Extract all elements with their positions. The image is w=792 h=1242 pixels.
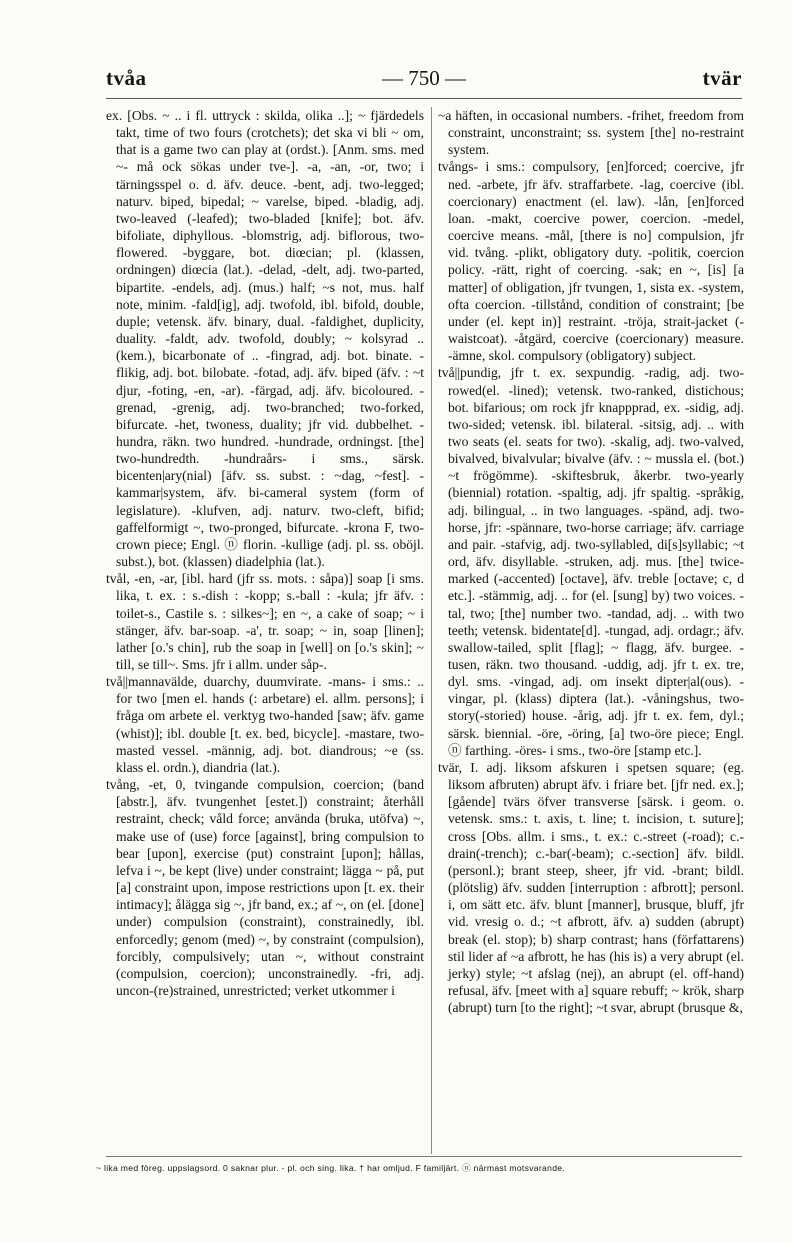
entry-tvapundig: två||pundig, jfr t. ex. sexpundig. -radig, adj. two-rowed(el. -lined); vetensk. two-ranked, distichous; bot. bifarious; om rock jfr knappprad, ex. -sidig, adj. two-sided; vetensk. ibl. bilateral. -sitsig, adj. .. with two seats (el. seats for two). -skalig, adj. two-valved, bivalved, bivalvular; bivalve (äfv. : ~ mussla el. (bot.) ~t frögömme). -skiftesbruk, åkerbr. two-yearly (biennial) rotation. -spaltig, adj. jfr spaltig. -språkig, adj. bilingual, .. in two languages. -spänd, adj. two-horse, jfr: -spännare, two-horse carriage; äfv. carriage and pair. -stafvig, adj. two-syllabled, di[s]syllabic; ~t ord, äfv. disyllable. -struken, adj. mus. [the] twice-marked (-accented) [octave], äfv. treble [octave; c, d etc.]. -stämmig, adj. .. for (el. [sung] by) two voices. -tal, two; [the] number two. -tandad, adj. .. with two teeth; vetensk. bidentate[d]. -tungad, adj. ordagr.; äfv. swallow-tailed, split [flag]; ~ flagg, äfv. burgee. -tusen, räkn. two thousand. -uddig, adj. jfr t. ex. tre, dyl. sms. -vingad, adj. om insekt dipter|al(ous). -vingar, pl. (klass) diptera (lat.). -våningshus, two-story(-storied) house. -årig, adj. jfr t. ex. fem, dyl.; särsk. biennial. -öre, -öring, [a] two-öre piece; Engl. ⓝ farthing. -öres- i sms., two-öre [stamp etc.]. xyxy=(438,365,744,758)
entry-tvaa-continued: ex. [Obs. ~ .. i fl. uttryck : skilda, olika ..]; ~ fjärdedels takt, time of two fours (crotchets); det ska vi bli ~ om, that is a game two can play at (ordst.). [Anm. sms. med ~- må ock sökas under tve-]. -a, -an, -or, two; i tärningsspel o. d. äfv. deuce. -bent, adj. two-legged; naturv. biped, bipedal; ~ varelse, biped. -bladig, adj. two-leaved (-leafed); two-bladed [knife]; bot. äfv. bifoliate, diphyllous. -blomstrig, adj. biflorous, two-flowered. -byggare, bot. diœcian; pl. (klassen, ordningen) diœcia (lat.). -delad, -delt, adj. two-parted, bipartite. -endels, adj. (mus.) half; ~s not, mus. half note, minim. -fald[ig], adj. twofold, ibl. bifold, double, duple; vetensk. äfv. binary, dual. -faldighet, duplicity, duality. -faldt, adv. twofold, doubly; ~ kolsyrad .. (kem.), bicarbonate of .. -fingrad, adj. bot. binate. -flikig, adj. bot. bilobate. -fotad, adj. äfv. biped (äfv. : ~t djur, -foting, -en, -ar). -färgad, adj. äfv. bicoloured. -grenad, -grenig, adj. two-branched; two-forked, bifurcate. -het, twoness, duality; jfr vid. dubbelhet. -hundra, räkn. two hundred. -hundrade, ordningst. [the] two-hundredth. -hundraårs- i sms., särsk. bicenten|ary(nial) [äfv. ss. subst. : ~dag, ~fest]. -kammar|system, äfv. bi-cameral system (form of legislature). -klufven, adj. naturv. two-cleft, bifid; gaffelformigt ~, two-pronged, bifurcate. -krona F, two-crown piece; Engl. ⓝ florin. -kullige (adj. pl. ss. oböjl. subst.), bot. (klassen) diadelphia (lat.). xyxy=(106,108,424,570)
left-guide-word: tvåa xyxy=(106,66,147,90)
page-header xyxy=(106,66,742,96)
entry-tval: tvål, -en, -ar, [ibl. hard (jfr ss. mots. : såpa)] soap [i sms. lika, t. ex. : s.-dish : -kopp; s.-ball : -kula; jfr äfv. : toilet-s., Castile s. : silkes~]; en ~, a cake of soap; ~ i stänger, äfv. bar-soap. -a', tr. soap; ~ in, soap [linen]; lather [o.'s chin], rub the soap in [well] on [o.'s skin]; ~ till, se till~. Sms. jfr i allm. under såp-. xyxy=(106,571,424,672)
entry-tvamannavalde: två||mannavälde, duarchy, duumvirate. -mans- i sms.: .. for two [men el. hands (: arbetare) el. allm. persons]; i fråga om arbete el. verktyg two-handed [saw; äfv. game (whist)]; ibl. double [t. ex. bed, bicycle]. -mastare, two-masted vessel. -männig, adj. bot. diandrous; ~e (ss. klass el. ordn.), diandria (lat.). xyxy=(106,674,424,775)
left-column xyxy=(106,107,424,1154)
footer-rule xyxy=(106,1156,742,1157)
right-column xyxy=(438,107,744,1154)
header-rule xyxy=(106,98,742,99)
page-number: — 750 — xyxy=(382,66,466,90)
abbreviation-legend: ~ lika med föreg. uppslagsord. 0 saknar plur. - pl. och sing. lika. † har omljud. F familjärt. ⓝ närmast motsvarande. xyxy=(96,1163,566,1173)
entry-tvang: tvång, -et, 0, tvingande compulsion, coercion; (band [abstr.], äfv. tvungenhet [estet.]) constraint; återhåll restraint, check; våld force; använda (bruka, utöfva) ~, make use of (use) force [against], bring compulsion to bear [upon], exercise (put) constraint [upon]; hållas, lefva i ~, be kept (live) under constraint; lägga ~ på, put [a] constraint upon, impose restrictions upon [t. ex. their intimacy]; ålägga sig ~, jfr band, ex.; af ~, on (el. [done] under) compulsion (constraint), constrainedly, ibl. enforcedly; genom (med) ~, by constraint (compulsion), forcibly, compulsively; utan ~, without constraint (compulsion, coercion); unconstrainedly. -fri, adj. uncon-(re)strained, unrestricted; verket utkommer i xyxy=(106,777,424,998)
entry-tvang-continued: ~a häften, in occasional numbers. -frihet, freedom from constraint, unconstraint; ss. system [the] no-restraint system. xyxy=(438,108,744,158)
column-divider xyxy=(431,107,432,1154)
entry-tvangs: tvångs- i sms.: compulsory, [en]forced; coercive, jfr ned. -arbete, jfr äfv. straffarbete. -lag, coercive (ibl. coercionary) enactment (el. law). -lån, [en]forced loan. -makt, coercive power, coercion. -medel, coercive means. -mål, [there is no] compulsion, jfr vid. tvång. -plikt, obligatory duty. -politik, coercion policy. -rätt, right of coercing. -sak; en ~, [is] [a matter] of obligation, jfr tvungen, 1, sista ex. -system, ofta coercion. -tillstånd, condition of constraint; [be under (el. kept in)] restraint. -tröja, strait-jacket (-waistcoat). -åtgärd, coercive (coercionary) measure. -ämne, skol. compulsory (obligatory) subject. xyxy=(438,159,744,364)
entry-tvar: tvär, I. adj. liksom afskuren i spetsen square; (eg. liksom afbruten) abrupt äfv. i friare bet. [jfr ned. ex.]; [gående] tvärs öfver transverse [särsk. i geom. o. vetensk. sms.: t. axis, t. line; t. incision, t. suture]; cross [Obs. allm. i sms., t. ex.: c.-street (-road); c.-drain(-trench); c.-bar(-beam); c.-section] äfv. bildl. (personl.); brant steep, sheer, jfr vid. -brant; bildl. (plötslig) äfv. sudden [interruption : afbrott]; personl. i, om sätt etc. äfv. blunt [manner], brusque, bluff, jfr vid. vresig o. d.; ~t afbrott, äfv. a) sudden (abrupt) break (el. stop); b) sharp contrast; hans (författarens) stil lider af ~a afbrott, he has (his is) a very abrupt (el. jerky) style; ~t afslag (nej), an abrupt (el. off-hand) refusal, äfv. [meet with a] square rebuff; ~ krök, sharp (abrupt) turn [to the right]; ~t svar, abrupt (brusque &, xyxy=(438,759,744,1016)
right-guide-word: tvär xyxy=(702,66,742,90)
